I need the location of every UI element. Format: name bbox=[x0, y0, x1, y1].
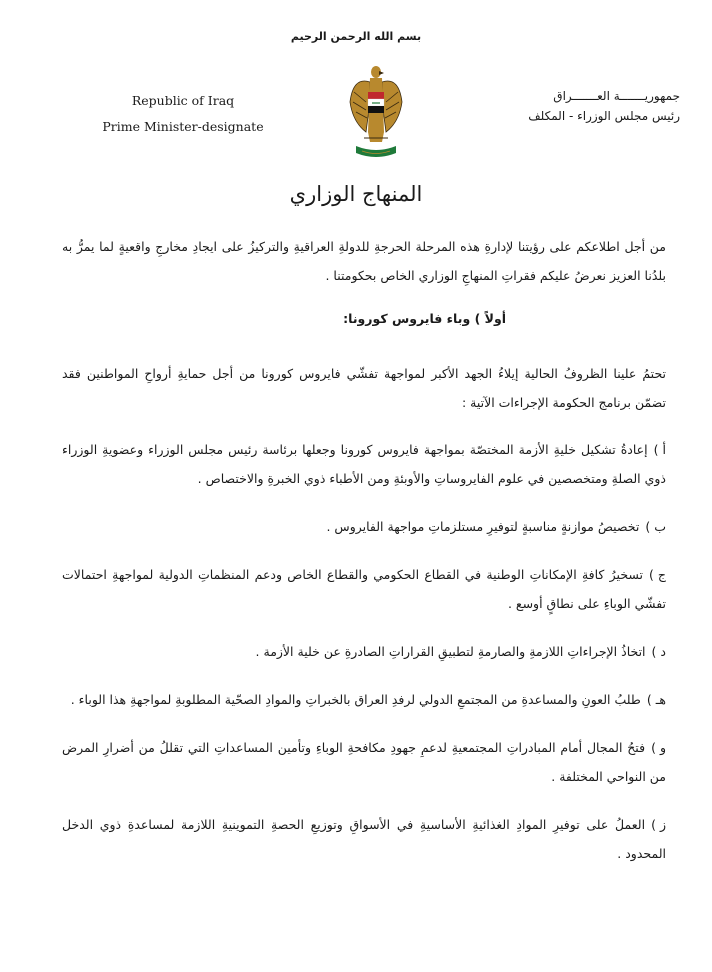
list-item-text: فتحُ المجال أمام المبادراتِ المجتمعيةِ لدعمِ جهودِ مكافحةِ الوباءِ وتأمين المساعداتِ التي تقللُ من أضرارِ المرض من النواحي المختلفة . bbox=[62, 740, 666, 784]
list-item-text: العملُ على توفيرِ الموادِ الغذائيةِ الأساسيةِ في الأسواقِ وتوزيعِ الحصةِ التموينيةِ اللازمة لمساعدةِ ذوي الدخل المحدود . bbox=[62, 817, 666, 861]
document-title: المنهاج الوزاري bbox=[289, 182, 423, 206]
english-header bbox=[98, 88, 268, 140]
section-heading: أولاً ) وباء فايروس كورونا: bbox=[343, 311, 506, 326]
list-item-text: إعادةُ تشكيل خليةِ الأزمة المختصّة بمواجهة فايروس كورونا وجعلها برئاسة رئيس مجلس الوزراء وعضويةِ الوزراء ذوي الصلةِ ومتخصصين في علوم الفايروساتِ والأوبئةِ ومن الأطباء ذوي الخبرةِ والاختصاص . bbox=[62, 442, 666, 486]
english-header-line-1: Republic of Iraq bbox=[131, 93, 235, 108]
section-lead-paragraph: تحتمُ علينا الظروفُ الحالية إيلاءُ الجهد الأكبر لمواجهة تفشّي فايروس كورونا من أجل حمايةِ أرواحِ المواطنين فقد تضمّن برنامج الحكومة الإجراءات الآتية : bbox=[62, 366, 666, 410]
list-item-text: تخصيصُ موازنةٍ مناسبةٍ لتوفيرِ مستلزماتِ مواجهة الفايروس . bbox=[326, 519, 640, 534]
list-item-letter: د bbox=[660, 644, 666, 659]
list-item: ب)تخصيصُ موازنةٍ مناسبةٍ لتوفيرِ مستلزماتِ مواجهة الفايروس . bbox=[326, 519, 666, 534]
list-item-letter: ب bbox=[654, 519, 666, 534]
list-item: ز)العملُ على توفيرِ الموادِ الغذائيةِ الأساسيةِ في الأسواقِ وتوزيعِ الحصةِ التموينيةِ اللازمة لمساعدةِ ذوي الدخل المحدود . bbox=[62, 817, 666, 861]
list-item-letter: ز bbox=[659, 817, 666, 832]
list-item-letter: و bbox=[659, 740, 666, 755]
list-item-letter: أ bbox=[662, 442, 666, 457]
list-item-text: طلبُ العونِ والمساعدةِ من المجتمعِ الدولي لرفدِ العراق بالخبراتِ والموادِ الصحّية المطلوبةِ لمواجهةِ هذا الوباء . bbox=[70, 692, 641, 707]
document-body bbox=[62, 232, 666, 887]
english-header-line-2: Prime Minister-designate bbox=[102, 119, 264, 134]
arabic-header-line-1: جمهوريـــــــة العـــــــراق bbox=[553, 89, 680, 103]
list-item: و)فتحُ المجال أمام المبادراتِ المجتمعيةِ لدعمِ جهودِ مكافحةِ الوباءِ وتأمين المساعداتِ التي تقللُ من أضرارِ المرض من النواحي المختلفة . bbox=[62, 740, 666, 784]
list-item-letter: ج bbox=[657, 567, 666, 582]
intro-paragraph: من أجل اطلاعكم على رؤيتنا لإدارةِ هذه المرحلة الحرجةِ للدولةِ العراقيةِ والتركيزُ على ايجادِ مخارجِ واقعيةٍ لما يمرُّ به بلدُنا العزيز نعرضُ عليكم فقراتِ المنهاجِ الوزاري الخاص بحكومتنا . bbox=[62, 239, 666, 283]
list-item-text: اتخاذُ الإجراءاتِ اللازمةِ والصارمةِ لتطبيقِ القراراتِ الصادرةِ عن خلية الأزمة . bbox=[255, 644, 646, 659]
arabic-header-line-2: رئيس مجلس الوزراء - المكلف bbox=[528, 109, 680, 123]
list-item-text: تسخيرُ كافةِ الإمكاناتِ الوطنية في القطاع الحكومي والقطاع الخاص ودعم المنظماتِ الدولية لمواجهةِ احتمالات تفشّي الوباءِ على نطاقٍ أوسع . bbox=[62, 567, 666, 611]
list-item-letter: هـ bbox=[655, 692, 666, 707]
arabic-header bbox=[480, 86, 680, 126]
list-item: أ)إعادةُ تشكيل خليةِ الأزمة المختصّة بمواجهة فايروس كورونا وجعلها برئاسة رئيس مجلس الوزراء وعضويةِ الوزراء ذوي الصلةِ ومتخصصين في علوم الفايروساتِ والأوبئةِ ومن الأطباء ذوي الخبرةِ والاختصاص . bbox=[62, 442, 666, 486]
list-item: ج)تسخيرُ كافةِ الإمكاناتِ الوطنية في القطاع الحكومي والقطاع الخاص ودعم المنظماتِ الدولية لمواجهةِ احتمالات تفشّي الوباءِ على نطاقٍ أوسع . bbox=[62, 567, 666, 611]
list-item: د)اتخاذُ الإجراءاتِ اللازمةِ والصارمةِ لتطبيقِ القراراتِ الصادرةِ عن خلية الأزمة . bbox=[255, 644, 666, 659]
list-item: هـ)طلبُ العونِ والمساعدةِ من المجتمعِ الدولي لرفدِ العراق بالخبراتِ والموادِ الصحّية المطلوبةِ لمواجهةِ هذا الوباء . bbox=[70, 692, 666, 707]
eagle-emblem-icon bbox=[348, 62, 404, 162]
basmala: بسم الله الرحمن الرحيم bbox=[290, 30, 422, 43]
